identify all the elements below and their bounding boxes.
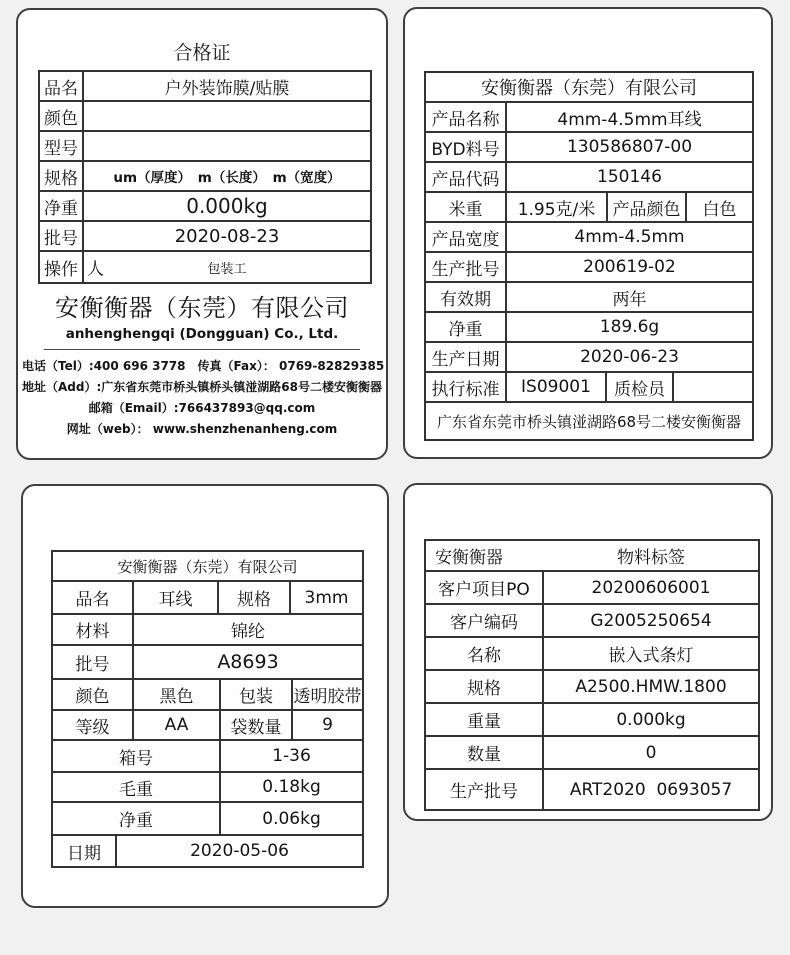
contact-address: 地址（Add）:广东省东莞市桥头镇桥头镇湴湖路68号二楼安衡衡器 [22, 380, 382, 394]
table-row [426, 133, 752, 163]
certificate-table [38, 70, 372, 284]
divider [44, 349, 360, 350]
color-label: 颜色 [53, 680, 134, 709]
row-value: 4mm-4.5mm [574, 227, 685, 247]
row-value: 0.000kg [616, 709, 686, 730]
row-value: 4mm-4.5mm耳线 [557, 109, 702, 130]
table-row [426, 253, 752, 283]
table-row [40, 252, 370, 282]
row-value: A2500.HMW.1800 [575, 676, 727, 697]
label-title: 物料标签 [617, 548, 685, 568]
company-name-cn: 安衡衡器（东莞）有限公司 [55, 294, 349, 322]
row-value: 150146 [597, 167, 662, 187]
table-row-address [426, 403, 752, 439]
name-value: 耳线 [134, 582, 219, 613]
row-label: 生产批号 [426, 770, 544, 809]
company-header: 安衡衡器（东莞）有限公司 [481, 78, 697, 99]
operator-value: 包装工 [207, 261, 247, 277]
table-row [426, 572, 758, 605]
table-header-row [426, 541, 758, 572]
table-row [426, 223, 752, 253]
row-value: ART2020 0693057 [569, 779, 733, 800]
meter-weight-value: 1.95克/米 [507, 193, 608, 221]
name-label: 品名 [53, 582, 134, 613]
row-label: 批号 [53, 646, 134, 678]
row-label: 日期 [53, 836, 117, 866]
address-value: 广东省东莞市桥头镇湴湖路68号二楼安衡衡器 [436, 412, 742, 431]
certificate-footer [22, 288, 385, 440]
row-value: G2005250654 [590, 610, 712, 631]
color-label: 产品颜色 [608, 193, 687, 221]
row-label: 产品名称 [426, 103, 507, 131]
row-label: 米重 [426, 193, 507, 221]
grade-value: AA [134, 711, 221, 739]
row-label: 净重 [53, 803, 221, 834]
row-value: A8693 [217, 651, 279, 673]
pack-label: 包装 [221, 680, 293, 709]
table-row [53, 741, 362, 773]
table-row [426, 704, 758, 737]
table-row-meter-weight [426, 193, 752, 223]
company-name-en: anhenghengqi (Dongguan) Co., Ltd. [65, 326, 339, 342]
table-row [426, 103, 752, 133]
row-label: 客户编码 [426, 605, 544, 636]
row-value: 20200606001 [591, 577, 711, 598]
table-row [53, 646, 362, 680]
row-label: 生产日期 [426, 343, 507, 371]
row-label: 生产批号 [426, 253, 507, 281]
packing-label-table [51, 550, 364, 868]
color-value: 白色 [702, 199, 737, 220]
row-value: um（厚度） m（长度） m（宽度） [113, 170, 341, 186]
row-value: 2020-06-23 [580, 347, 679, 367]
contact-email: 邮箱（Email）:766437893@qq.com [88, 401, 316, 415]
product-label-table [424, 71, 754, 441]
row-label: 品名 [40, 72, 84, 100]
grade-label: 等级 [53, 711, 134, 739]
contact-phone-fax: 电话（Tel）:400 696 3778 传真（Fax）： 0769-82829385 [22, 359, 385, 373]
contact-website: 网址（web）： www.shenzhenanheng.com [66, 422, 338, 436]
certificate-card [16, 8, 388, 460]
row-label: 批号 [40, 222, 84, 250]
table-row [426, 605, 758, 638]
table-row [426, 313, 752, 343]
row-label: 型号 [40, 132, 84, 160]
row-value: 130586807-00 [566, 137, 693, 157]
table-header-row [53, 552, 362, 582]
product-label-card [403, 7, 773, 459]
row-label: 净重 [40, 192, 84, 220]
inspector-label: 质检员 [607, 373, 674, 401]
table-row [426, 343, 752, 373]
row-value [84, 102, 370, 130]
bags-value: 9 [322, 715, 333, 735]
table-row [40, 222, 370, 252]
table-row-grade-bags [53, 711, 362, 741]
table-row-name-spec [53, 582, 362, 615]
row-label: 箱号 [53, 741, 221, 771]
table-header-row [426, 73, 752, 103]
row-label: 产品宽度 [426, 223, 507, 251]
row-value: 两年 [612, 289, 647, 310]
row-value: 1-36 [272, 746, 311, 766]
brand-name: 安衡衡器 [435, 548, 503, 568]
row-value: 嵌入式条灯 [608, 646, 694, 666]
row-value [84, 132, 370, 160]
table-row [40, 192, 370, 222]
row-value: 200619-02 [583, 257, 676, 277]
row-label: 名称 [426, 638, 544, 669]
row-label: 操作 [40, 252, 84, 282]
table-row [426, 163, 752, 193]
row-label: 数量 [426, 737, 544, 768]
table-row [40, 162, 370, 192]
row-label: BYD料号 [426, 133, 507, 161]
table-row [426, 770, 758, 809]
table-row [40, 72, 370, 102]
row-value: 锦纶 [231, 622, 265, 642]
table-row [426, 671, 758, 704]
bags-label: 袋数量 [221, 711, 293, 739]
row-value: 0.000kg [186, 194, 268, 218]
row-label: 重量 [426, 704, 544, 735]
row-value: 2020-05-06 [190, 841, 289, 861]
row-value: 0.18kg [262, 777, 321, 797]
packing-label-card [21, 484, 389, 908]
table-row [40, 102, 370, 132]
table-row-color-pack [53, 680, 362, 711]
spec-label: 规格 [219, 582, 291, 613]
row-value: 2020-08-23 [174, 225, 280, 247]
row-label: 毛重 [53, 773, 221, 801]
row-value: 0.06kg [262, 808, 321, 829]
table-row [426, 283, 752, 313]
certificate-title: 合格证 [173, 42, 231, 64]
table-row [53, 773, 362, 803]
spec-value: 3mm [304, 587, 349, 608]
row-label: 有效期 [426, 283, 507, 311]
table-row [40, 132, 370, 162]
table-row [426, 638, 758, 671]
row-value: 189.6g [599, 317, 660, 337]
row-value: 户外装饰膜/贴膜 [164, 78, 290, 99]
row-value: 0 [645, 742, 657, 763]
pack-value: 透明胶带 [293, 687, 362, 707]
table-row-standard [426, 373, 752, 403]
row-label: 规格 [426, 671, 544, 702]
table-row [53, 615, 362, 646]
row-label: 颜色 [40, 102, 84, 130]
row-label: 产品代码 [426, 163, 507, 191]
material-label-table [424, 539, 760, 811]
row-label: 客户项目PO [426, 572, 544, 603]
inspector-value [674, 373, 752, 401]
row-label: 执行标准 [426, 373, 507, 401]
row-label: 规格 [40, 162, 84, 190]
material-label-card [403, 483, 773, 821]
standard-value: IS09001 [507, 373, 607, 401]
row-label: 材料 [53, 615, 134, 644]
operator-prefix: 人 [87, 259, 104, 280]
table-row [53, 803, 362, 836]
company-header: 安衡衡器（东莞）有限公司 [117, 557, 298, 576]
row-value [84, 252, 370, 282]
table-row [53, 836, 362, 866]
color-value: 黑色 [134, 680, 221, 709]
table-row [426, 737, 758, 770]
row-label: 净重 [426, 313, 507, 341]
